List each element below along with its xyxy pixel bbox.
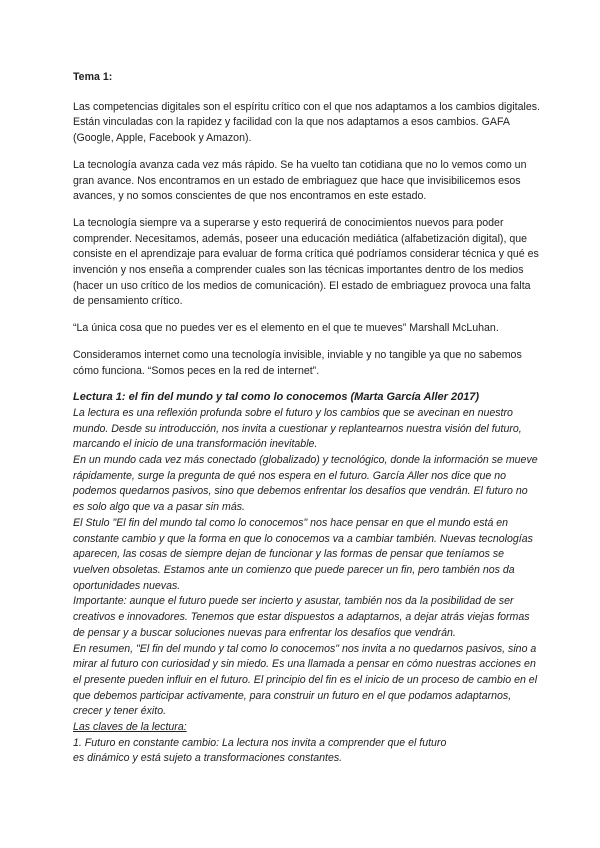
reading-paragraph: En resumen, "El fin del mundo y tal como lo conocemos" nos invita a no quedarnos pasivos, sino a mirar al futuro con curiosidad y sin miedo. Es una llamada a pensar en cómo nuestras acciones en el presente pueden influir en el futuro. El principio del fin es el inicio de un proceso de cambio en el que debemos participar activamente, para construir un futuro en el que podamos adaptarnos, crecer y tener éxito. (73, 642, 538, 718)
paragraph-tecnologia-superarse: La tecnología siempre va a superarse y esto requerirá de conocimientos nuevos para poder comprender. Necesitamos, además, poseer una educación mediática (alfabetización digital), que consiste en el aprendizaje para evaluar de forma crítica qué podríamos considerar técnica y qué es invención y nos enseña a comprender cuales son las técnicas importantes dentro de los medios (hacer un uso crítico de los medios de comunicación). El estado de embriaguez provoca una falta de pensamiento crítico. (73, 216, 539, 308)
reading-paragraph: En un mundo cada vez más conectado (globalizado) y tecnológico, donde la información se mueve rápidamente, surge la pregunta de qué nos espera en el futuro. García Aller nos dice que no podemos quedarnos pasivos, sino que debemos enfrentar los desafíos que vendrán. El futuro no es solo algo que va a pasar sin más. (73, 454, 538, 514)
reading-title: Lectura 1: el fin del mundo y tal como lo conocemos (Marta García Aller 2017) (73, 391, 480, 404)
paragraph-quote-mcluhan: “La única cosa que no puedes ver es el elemento en el que te mueves” Marshall McLuhan. (73, 322, 499, 335)
reading-section (73, 390, 541, 767)
reading-paragraph: El Stulo "El fin del mundo tal como lo conocemos" nos hace pensar en que el mundo está en constante cambio y que la forma en que lo conocemos va a cambiar también. Nuevas tecnologías aparecen, las cosas de siempre dejan de funcionar y las formas de pensar que teníamos se vuelven obsoletas. Estamos ante un comienzo que puede parecer un fin, pero también nos da oportunidades nuevas. (73, 516, 533, 592)
paragraph-tecnologia-avanza: La tecnología avanza cada vez más rápido. Se ha vuelto tan cotidiana que no lo vemos como un gran avance. Nos encontramos en un estado de embriaguez que hace que invisibilicemos esos avances, y no somos conscientes de que nos encontramos en este estado. (73, 158, 527, 203)
paragraph-competencias: Las competencias digitales son el espíritu crítico con el que nos adaptamos a los cambios digitales. Están vinculadas con la rapidez y facilidad con la que nos adaptamos a esos cambios. GAFA (Google, Apple, Facebook y Amazon). (73, 100, 540, 145)
section-heading: Tema 1: (73, 71, 113, 83)
reading-key-1-line-1: 1. Futuro en constante cambio: La lectura nos invita a comprender que el futuro (73, 736, 447, 749)
reading-key-1-line-2: es dinámico y está sujeto a transformaciones constantes. (73, 752, 343, 765)
paragraph-internet: Consideramos internet como una tecnología invisible, inviable y no tangible ya que no sabemos cómo funciona. “Somos peces en la red de internet”. (73, 348, 522, 377)
reading-keys-heading: Las claves de la lectura: (73, 721, 187, 734)
document-body (73, 70, 541, 767)
reading-paragraph: Importante: aunque el futuro puede ser incierto y asustar, también nos da la posibilidad de ser creativos e innovadores. Tenemos que estar dispuestos a adaptarnos, a dejar atrás viejas formas de pensar y a buscar soluciones nuevas para enfrentar los desafíos que vendrán. (73, 595, 530, 639)
reading-paragraph: La lectura es una reflexión profunda sobre el futuro y los cambios que se avecinan en nuestro mundo. Desde su introducción, nos invita a cuestionar y replantearnos nuestra visión del futuro, marcando el inicio de una transformación inevitable. (73, 406, 522, 451)
